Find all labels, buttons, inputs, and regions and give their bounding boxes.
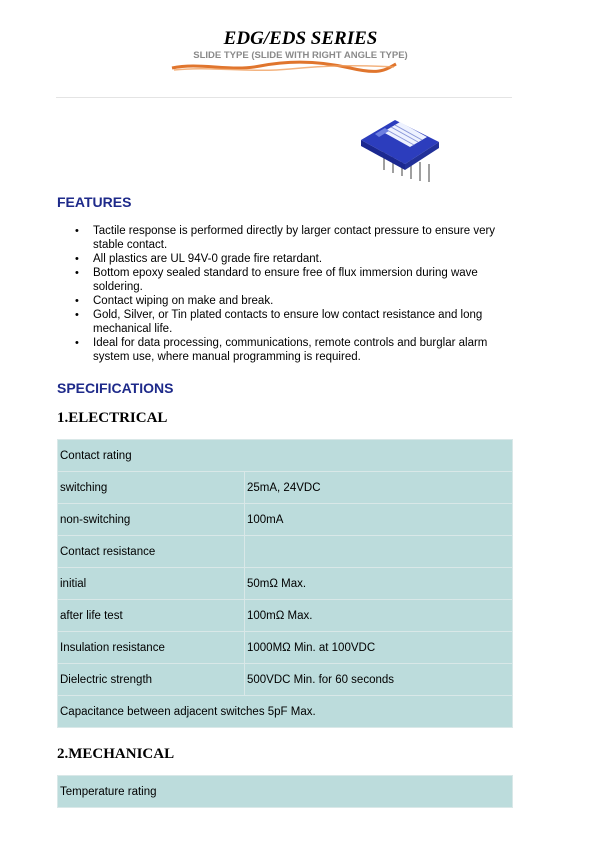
- table-row: [58, 568, 512, 599]
- list-item: • Contact wiping on make and break.: [75, 295, 274, 307]
- table-row: [58, 664, 512, 695]
- table-row: [58, 472, 512, 503]
- table-cell: 100mΩ Max.: [245, 600, 512, 631]
- table-row: [58, 696, 512, 727]
- table-cell: Temperature rating: [58, 776, 512, 807]
- table-cell: [245, 536, 512, 567]
- table-cell: Dielectric strength: [58, 664, 244, 695]
- list-item: • Tactile response is performed directly by larger contact pressure to ensure very stable contact.: [75, 225, 496, 251]
- table-row: [58, 504, 512, 535]
- list-item: • Ideal for data processing, communications, remote controls and burglar alarm system use, where manual programming is required.: [75, 337, 488, 363]
- table-cell: Insulation resistance: [58, 632, 244, 663]
- table-cell: 25mA, 24VDC: [245, 472, 512, 503]
- mechanical-heading: 2.MECHANICAL: [57, 746, 175, 762]
- page-subtitle: SLIDE TYPE (SLIDE WITH RIGHT ANGLE TYPE): [193, 50, 408, 61]
- features-heading: FEATURES: [57, 194, 132, 210]
- features-list: [57, 224, 512, 364]
- table-cell: initial: [58, 568, 244, 599]
- list-item: • All plastics are UL 94V-0 grade fire retardant.: [75, 253, 323, 265]
- table-cell: Contact rating: [58, 440, 512, 471]
- electrical-spec-table: [57, 439, 513, 728]
- table-row: [58, 776, 512, 807]
- table-cell: after life test: [58, 600, 244, 631]
- table-cell: 500VDC Min. for 60 seconds: [245, 664, 512, 695]
- table-cell: Capacitance between adjacent switches 5pF Max.: [58, 696, 512, 727]
- table-row: [58, 632, 512, 663]
- table-row: [58, 600, 512, 631]
- table-cell: 100mA: [245, 504, 512, 535]
- table-cell: switching: [58, 472, 244, 503]
- table-cell: Contact resistance: [58, 536, 244, 567]
- list-item: • Gold, Silver, or Tin plated contacts to ensure low contact resistance and long mechanical life.: [75, 309, 483, 335]
- decorative-swoosh: [170, 58, 398, 74]
- electrical-heading: 1.ELECTRICAL: [57, 410, 168, 426]
- dip-switch-product-image: [355, 112, 445, 182]
- specifications-heading: SPECIFICATIONS: [57, 380, 174, 396]
- page-title: EDG/EDS SERIES: [223, 28, 378, 49]
- table-cell: 1000MΩ Min. at 100VDC: [245, 632, 512, 663]
- table-cell: 50mΩ Max.: [245, 568, 512, 599]
- header-divider: [56, 97, 512, 98]
- list-item: • Bottom epoxy sealed standard to ensure free of flux immersion during wave soldering.: [75, 267, 478, 293]
- table-row: [58, 536, 512, 567]
- table-cell: non-switching: [58, 504, 244, 535]
- table-row: [58, 440, 512, 471]
- mechanical-spec-table: [57, 775, 513, 808]
